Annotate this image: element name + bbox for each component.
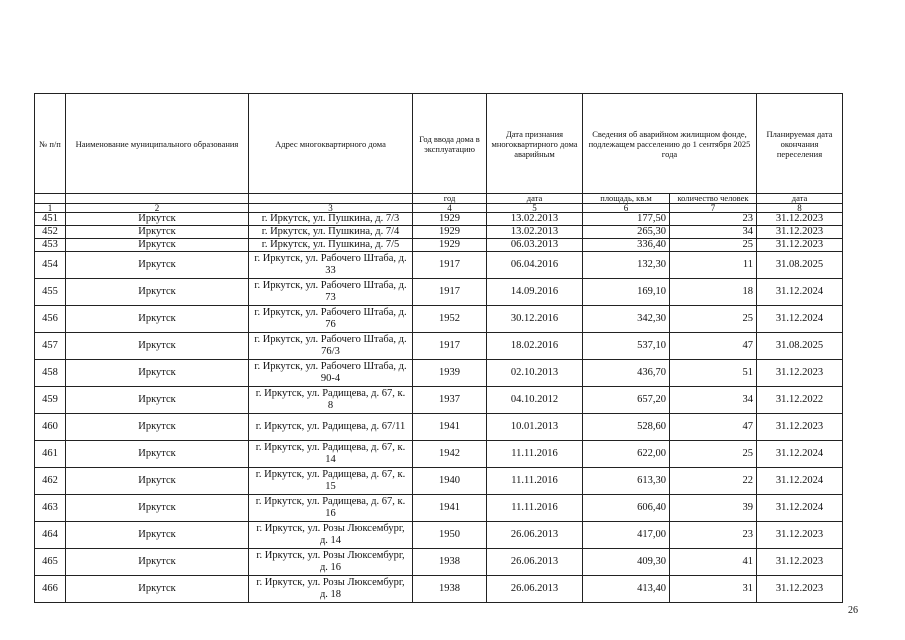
cell-area: 413,40 bbox=[583, 576, 670, 603]
cell-area: 417,00 bbox=[583, 522, 670, 549]
cell-year: 1941 bbox=[413, 414, 487, 441]
cell-year: 1950 bbox=[413, 522, 487, 549]
cell-address: г. Иркутск, ул. Рабочего Штаба, д. 76/3 bbox=[249, 333, 413, 360]
cell-area: 537,10 bbox=[583, 333, 670, 360]
cell-municipality: Иркутск bbox=[66, 213, 249, 226]
subheader-year: год bbox=[413, 194, 487, 204]
cell-planned-date: 31.08.2025 bbox=[757, 333, 843, 360]
cell-address: г. Иркутск, ул. Рабочего Штаба, д. 76 bbox=[249, 306, 413, 333]
cell-municipality: Иркутск bbox=[66, 360, 249, 387]
cell-area: 169,10 bbox=[583, 279, 670, 306]
cell-row-number: 463 bbox=[35, 495, 66, 522]
cell-recognition-date: 11.11.2016 bbox=[487, 495, 583, 522]
table-row bbox=[35, 522, 843, 549]
cell-row-number: 456 bbox=[35, 306, 66, 333]
cell-year: 1940 bbox=[413, 468, 487, 495]
cell-row-number: 466 bbox=[35, 576, 66, 603]
cell-area: 409,30 bbox=[583, 549, 670, 576]
cell-address: г. Иркутск, ул. Рабочего Штаба, д. 90-4 bbox=[249, 360, 413, 387]
cell-row-number: 453 bbox=[35, 239, 66, 252]
subheader-date: дата bbox=[487, 194, 583, 204]
cell-area: 613,30 bbox=[583, 468, 670, 495]
cell-address: г. Иркутск, ул. Пушкина, д. 7/4 bbox=[249, 226, 413, 239]
cell-area: 657,20 bbox=[583, 387, 670, 414]
column-number: 5 bbox=[487, 204, 583, 213]
cell-people: 34 bbox=[670, 387, 757, 414]
cell-planned-date: 31.12.2024 bbox=[757, 441, 843, 468]
table-row bbox=[35, 213, 843, 226]
cell-recognition-date: 06.04.2016 bbox=[487, 252, 583, 279]
cell-municipality: Иркутск bbox=[66, 279, 249, 306]
cell-address: г. Иркутск, ул. Розы Люксембург, д. 14 bbox=[249, 522, 413, 549]
cell-planned-date: 31.12.2024 bbox=[757, 468, 843, 495]
header-col-address: Адрес многоквартирного дома bbox=[249, 94, 413, 194]
cell-row-number: 454 bbox=[35, 252, 66, 279]
cell-people: 25 bbox=[670, 239, 757, 252]
column-number: 4 bbox=[413, 204, 487, 213]
table-row bbox=[35, 576, 843, 603]
table-row bbox=[35, 441, 843, 468]
cell-people: 22 bbox=[670, 468, 757, 495]
cell-row-number: 460 bbox=[35, 414, 66, 441]
cell-planned-date: 31.12.2023 bbox=[757, 549, 843, 576]
cell-year: 1929 bbox=[413, 239, 487, 252]
cell-people: 31 bbox=[670, 576, 757, 603]
cell-recognition-date: 26.06.2013 bbox=[487, 549, 583, 576]
column-numbers-row bbox=[35, 204, 843, 213]
cell-year: 1938 bbox=[413, 549, 487, 576]
cell-address: г. Иркутск, ул. Розы Люксембург, д. 16 bbox=[249, 549, 413, 576]
cell-row-number: 451 bbox=[35, 213, 66, 226]
header-col-municipality: Наименование муниципального образования bbox=[66, 94, 249, 194]
cell-year: 1952 bbox=[413, 306, 487, 333]
cell-recognition-date: 04.10.2012 bbox=[487, 387, 583, 414]
cell-municipality: Иркутск bbox=[66, 522, 249, 549]
housing-table bbox=[34, 93, 843, 603]
cell-planned-date: 31.12.2022 bbox=[757, 387, 843, 414]
cell-recognition-date: 10.01.2013 bbox=[487, 414, 583, 441]
cell-address: г. Иркутск, ул. Пушкина, д. 7/3 bbox=[249, 213, 413, 226]
cell-people: 18 bbox=[670, 279, 757, 306]
table-row bbox=[35, 239, 843, 252]
cell-planned-date: 31.08.2025 bbox=[757, 252, 843, 279]
cell-municipality: Иркутск bbox=[66, 333, 249, 360]
cell-municipality: Иркутск bbox=[66, 387, 249, 414]
cell-address: г. Иркутск, ул. Радищева, д. 67, к. 14 bbox=[249, 441, 413, 468]
page-number: 26 bbox=[848, 605, 858, 616]
cell-area: 622,00 bbox=[583, 441, 670, 468]
table-row bbox=[35, 387, 843, 414]
column-number: 2 bbox=[66, 204, 249, 213]
cell-people: 11 bbox=[670, 252, 757, 279]
cell-year: 1929 bbox=[413, 226, 487, 239]
cell-area: 265,30 bbox=[583, 226, 670, 239]
cell-people: 47 bbox=[670, 333, 757, 360]
cell-planned-date: 31.12.2023 bbox=[757, 522, 843, 549]
cell-area: 177,50 bbox=[583, 213, 670, 226]
cell-planned-date: 31.12.2024 bbox=[757, 306, 843, 333]
cell-planned-date: 31.12.2023 bbox=[757, 239, 843, 252]
cell-year: 1941 bbox=[413, 495, 487, 522]
cell-address: г. Иркутск, ул. Радищева, д. 67, к. 16 bbox=[249, 495, 413, 522]
cell-recognition-date: 13.02.2013 bbox=[487, 213, 583, 226]
table-row bbox=[35, 414, 843, 441]
header-col-recognition: Дата признания многоквартирного дома аварийным bbox=[487, 94, 583, 194]
cell-municipality: Иркутск bbox=[66, 226, 249, 239]
cell-recognition-date: 13.02.2013 bbox=[487, 226, 583, 239]
table-row bbox=[35, 306, 843, 333]
table-row bbox=[35, 226, 843, 239]
column-number: 8 bbox=[757, 204, 843, 213]
column-number: 7 bbox=[670, 204, 757, 213]
cell-people: 47 bbox=[670, 414, 757, 441]
cell-area: 342,30 bbox=[583, 306, 670, 333]
cell-year: 1917 bbox=[413, 279, 487, 306]
column-number: 1 bbox=[35, 204, 66, 213]
cell-planned-date: 31.12.2024 bbox=[757, 279, 843, 306]
cell-area: 436,70 bbox=[583, 360, 670, 387]
table-row bbox=[35, 279, 843, 306]
column-number: 3 bbox=[249, 204, 413, 213]
cell-people: 25 bbox=[670, 306, 757, 333]
cell-municipality: Иркутск bbox=[66, 239, 249, 252]
table-row bbox=[35, 549, 843, 576]
cell-row-number: 452 bbox=[35, 226, 66, 239]
cell-address: г. Иркутск, ул. Рабочего Штаба, д. 33 bbox=[249, 252, 413, 279]
cell-planned-date: 31.12.2023 bbox=[757, 576, 843, 603]
header-col-year: Год ввода дома в эксплуатацию bbox=[413, 94, 487, 194]
cell-address: г. Иркутск, ул. Радищева, д. 67, к. 15 bbox=[249, 468, 413, 495]
cell-address: г. Иркутск, ул. Радищева, д. 67, к. 8 bbox=[249, 387, 413, 414]
column-number: 6 bbox=[583, 204, 670, 213]
cell-people: 23 bbox=[670, 213, 757, 226]
cell-planned-date: 31.12.2023 bbox=[757, 414, 843, 441]
cell-area: 528,60 bbox=[583, 414, 670, 441]
cell-people: 41 bbox=[670, 549, 757, 576]
cell-row-number: 461 bbox=[35, 441, 66, 468]
cell-row-number: 465 bbox=[35, 549, 66, 576]
cell-row-number: 462 bbox=[35, 468, 66, 495]
cell-area: 336,40 bbox=[583, 239, 670, 252]
cell-planned-date: 31.12.2023 bbox=[757, 360, 843, 387]
cell-municipality: Иркутск bbox=[66, 495, 249, 522]
cell-year: 1938 bbox=[413, 576, 487, 603]
cell-row-number: 464 bbox=[35, 522, 66, 549]
cell-recognition-date: 30.12.2016 bbox=[487, 306, 583, 333]
cell-municipality: Иркутск bbox=[66, 576, 249, 603]
header-col-info: Сведения об аварийном жилищном фонде, подлежащем расселению до 1 сентября 2025 года bbox=[583, 94, 757, 194]
cell-recognition-date: 11.11.2016 bbox=[487, 441, 583, 468]
cell-municipality: Иркутск bbox=[66, 468, 249, 495]
cell-municipality: Иркутск bbox=[66, 306, 249, 333]
table-row bbox=[35, 360, 843, 387]
cell-municipality: Иркутск bbox=[66, 549, 249, 576]
table-row bbox=[35, 495, 843, 522]
cell-planned-date: 31.12.2023 bbox=[757, 226, 843, 239]
cell-address: г. Иркутск, ул. Рабочего Штаба, д. 73 bbox=[249, 279, 413, 306]
cell-municipality: Иркутск bbox=[66, 252, 249, 279]
table-row bbox=[35, 468, 843, 495]
cell-area: 132,30 bbox=[583, 252, 670, 279]
cell-year: 1942 bbox=[413, 441, 487, 468]
cell-people: 51 bbox=[670, 360, 757, 387]
cell-recognition-date: 26.06.2013 bbox=[487, 576, 583, 603]
cell-people: 34 bbox=[670, 226, 757, 239]
cell-year: 1939 bbox=[413, 360, 487, 387]
cell-recognition-date: 11.11.2016 bbox=[487, 468, 583, 495]
cell-people: 25 bbox=[670, 441, 757, 468]
cell-recognition-date: 26.06.2013 bbox=[487, 522, 583, 549]
cell-row-number: 458 bbox=[35, 360, 66, 387]
cell-row-number: 459 bbox=[35, 387, 66, 414]
cell-recognition-date: 18.02.2016 bbox=[487, 333, 583, 360]
cell-row-number: 457 bbox=[35, 333, 66, 360]
subheader-area: площадь, кв.м bbox=[583, 194, 670, 204]
cell-planned-date: 31.12.2024 bbox=[757, 495, 843, 522]
cell-address: г. Иркутск, ул. Радищева, д. 67/11 bbox=[249, 414, 413, 441]
table-row bbox=[35, 252, 843, 279]
cell-recognition-date: 06.03.2013 bbox=[487, 239, 583, 252]
cell-row-number: 455 bbox=[35, 279, 66, 306]
cell-address: г. Иркутск, ул. Пушкина, д. 7/5 bbox=[249, 239, 413, 252]
cell-municipality: Иркутск bbox=[66, 441, 249, 468]
cell-recognition-date: 02.10.2013 bbox=[487, 360, 583, 387]
header-col-no: № п/п bbox=[35, 94, 66, 194]
cell-municipality: Иркутск bbox=[66, 414, 249, 441]
subheader-people: количество человек bbox=[670, 194, 757, 204]
cell-people: 39 bbox=[670, 495, 757, 522]
cell-area: 606,40 bbox=[583, 495, 670, 522]
table-row bbox=[35, 333, 843, 360]
cell-year: 1917 bbox=[413, 252, 487, 279]
subheader-planned-date: дата bbox=[757, 194, 843, 204]
cell-year: 1917 bbox=[413, 333, 487, 360]
cell-people: 23 bbox=[670, 522, 757, 549]
cell-year: 1937 bbox=[413, 387, 487, 414]
cell-planned-date: 31.12.2023 bbox=[757, 213, 843, 226]
cell-address: г. Иркутск, ул. Розы Люксембург, д. 18 bbox=[249, 576, 413, 603]
cell-year: 1929 bbox=[413, 213, 487, 226]
header-col-planned: Планируемая дата окончания переселения bbox=[757, 94, 843, 194]
cell-recognition-date: 14.09.2016 bbox=[487, 279, 583, 306]
